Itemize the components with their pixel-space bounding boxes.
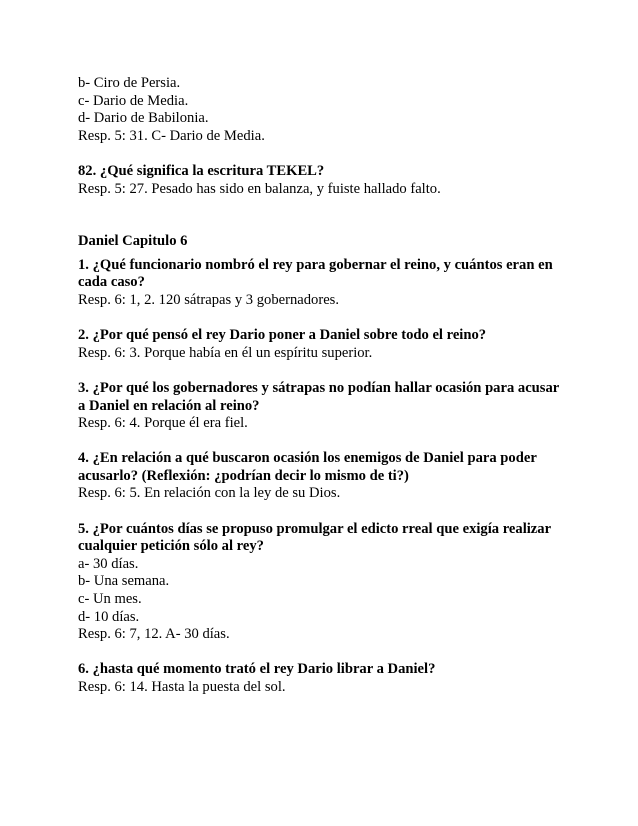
option-line: d- Dario de Babilonia. — [78, 110, 209, 127]
option-b: b- Una semana. — [78, 573, 170, 590]
document-page — [78, 75, 598, 697]
question-1-line-1: 1. ¿Qué funcionario nombró el rey para gobernar el reino, y cuántos eran en — [78, 256, 553, 273]
option-line: b- Ciro de Persia. — [78, 75, 181, 91]
option-line: c- Dario de Media. — [78, 92, 189, 109]
question-3-line-1: 3. ¿Por qué los gobernadores y sátrapas no podían hallar ocasión para acusar — [78, 379, 560, 396]
question-5-line-1: 5. ¿Por cuántos días se propuso promulgar el edicto rreal que exigía realizar — [78, 520, 552, 537]
option-a: a- 30 días. — [78, 555, 139, 572]
question-3-line-2: a Daniel en relación al reino? — [78, 397, 260, 414]
answer-5: Resp. 6: 7, 12. A- 30 días. — [78, 626, 230, 643]
answer-line: Resp. 5: 31. C- Dario de Media. — [78, 127, 265, 144]
question-4-line-1: 4. ¿En relación a qué buscaron ocasión los enemigos de Daniel para poder — [78, 450, 537, 467]
answer-3: Resp. 6: 4. Porque él era fiel. — [78, 415, 248, 432]
question-4-line-2: acusarlo? (Reflexión: ¿podrían decir lo mismo de ti?) — [78, 467, 409, 484]
answer-6: Resp. 6: 14. Hasta la puesta del sol. — [78, 679, 286, 695]
question-6-line-1: 6. ¿hasta qué momento trató el rey Dario librar a Daniel? — [78, 661, 436, 678]
answer-4: Resp. 6: 5. En relación con la ley de su Dios. — [78, 485, 341, 502]
chapter-title: Daniel Capitulo 6 — [78, 233, 188, 250]
option-c: c- Un mes. — [78, 591, 142, 608]
question-2-line-1: 2. ¿Por qué pensó el rey Dario poner a Daniel sobre todo el reino? — [78, 327, 487, 344]
question-1-line-2: cada caso? — [78, 274, 145, 291]
answer-2: Resp. 6: 3. Porque había en él un espíritu superior. — [78, 344, 373, 361]
question-5-line-2: cualquier petición sólo al rey? — [78, 538, 264, 555]
answer-1: Resp. 6: 1, 2. 120 sátrapas y 3 gobernadores. — [78, 291, 340, 308]
option-d: d- 10 días. — [78, 608, 140, 625]
answer-82: Resp. 5: 27. Pesado has sido en balanza, y fuiste hallado falto. — [78, 180, 441, 197]
question-82: 82. ¿Qué significa la escritura TEKEL? — [78, 162, 325, 179]
